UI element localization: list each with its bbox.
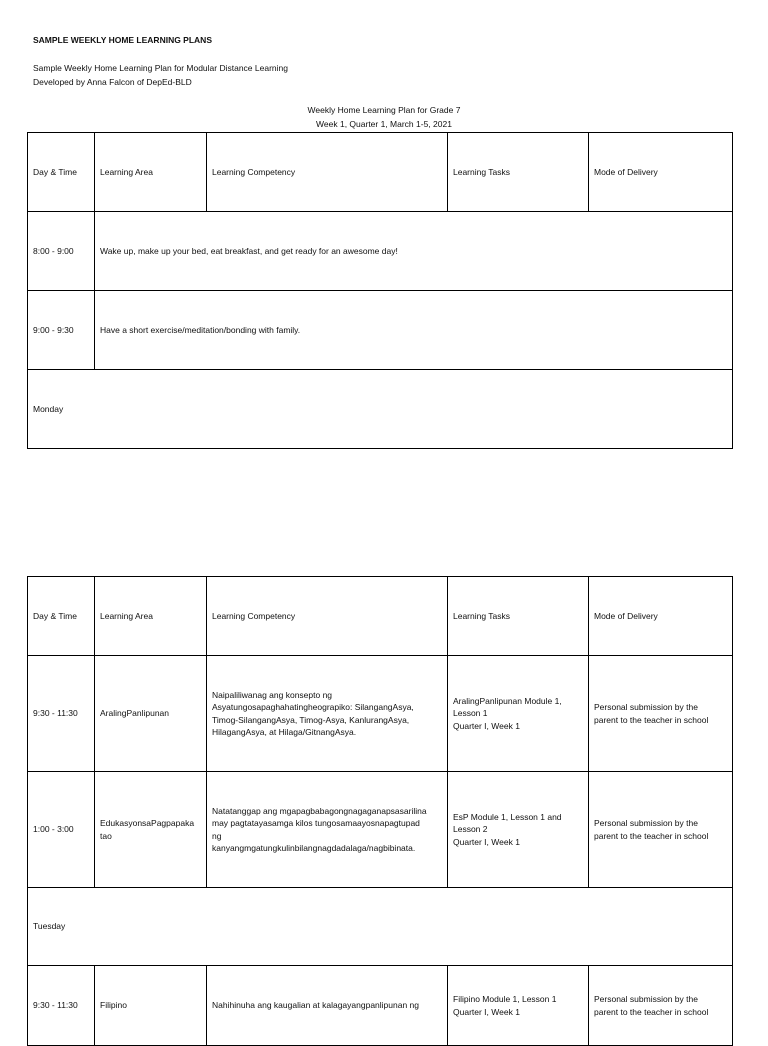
- delivery-cell: [589, 966, 733, 1046]
- area-line: EdukasyonsaPagpapaka: [100, 818, 195, 828]
- competency-line: kanyangmgatungkulinbilangnagdadalaga/nagbibinata.: [212, 843, 416, 853]
- plan-week: Week 1, Quarter 1, March 1-5, 2021: [316, 119, 452, 129]
- table-row: [28, 212, 733, 291]
- competency-cell: [207, 772, 448, 888]
- header-learning-tasks: Learning Tasks: [448, 133, 589, 212]
- header-mode-of-delivery: Mode of Delivery: [589, 577, 733, 656]
- delivery-cell: [589, 772, 733, 888]
- tasks-line: Quarter I, Week 1: [453, 720, 520, 731]
- delivery-cell: [589, 656, 733, 772]
- header-learning-competency: Learning Competency: [207, 133, 448, 212]
- time-cell: 8:00 - 9:00: [28, 212, 95, 291]
- header-learning-competency: Learning Competency: [207, 577, 448, 656]
- activity-cell: Have a short exercise/meditation/bonding with family.: [95, 291, 733, 370]
- tasks-line: AralingPanlipunan Module 1,: [453, 695, 562, 706]
- header-learning-area: Learning Area: [95, 133, 207, 212]
- tasks-cell: [448, 772, 589, 888]
- day-label-monday: Monday: [28, 370, 733, 449]
- delivery-line: parent to the teacher in school: [594, 830, 709, 841]
- competency-line: Timog-SilangangAsya, Timog-Asya, KanlurangAsya,: [212, 714, 410, 725]
- plan-title: Weekly Home Learning Plan for Grade 7: [307, 105, 461, 115]
- tasks-line: Quarter I, Week 1: [453, 836, 520, 847]
- table-row: [28, 291, 733, 370]
- delivery-line: Personal submission by the: [594, 702, 698, 712]
- tasks-cell: [448, 656, 589, 772]
- tasks-line: Lesson 1: [453, 708, 488, 719]
- time-cell: 9:30 - 11:30: [28, 656, 95, 772]
- tasks-line: Lesson 2: [453, 824, 488, 835]
- delivery-line: Personal submission by the: [594, 994, 698, 1004]
- competency-line: Asyatungosapaghahatingheograpiko: SilangangAsya,: [212, 702, 414, 712]
- time-cell: 1:00 - 3:00: [28, 772, 95, 888]
- tasks-line: EsP Module 1, Lesson 1 and: [453, 811, 562, 822]
- table-header-row: [28, 577, 733, 656]
- competency-cell: Nahihinuha ang kaugalian at kalagayangpanlipunan ng: [207, 966, 448, 1046]
- competency-line: may pagtatayasamga kilos tungosamaayosnapagtupad: [212, 818, 420, 828]
- learning-area-cell: [95, 772, 207, 888]
- day-label-tuesday: Tuesday: [28, 888, 733, 966]
- tasks-line: Quarter I, Week 1: [453, 1006, 520, 1017]
- delivery-line: Personal submission by the: [594, 818, 698, 828]
- header-day-time: Day & Time: [28, 133, 95, 212]
- developer-credit: Developed by Anna Falcon of DepEd-BLD: [33, 77, 192, 87]
- header-day-time: Day & Time: [28, 577, 95, 656]
- header-learning-tasks: Learning Tasks: [448, 577, 589, 656]
- day-row: [28, 370, 733, 449]
- competency-line: HilagangAsya, at Hilaga/GitnangAsya.: [212, 727, 357, 737]
- table-row: [28, 772, 733, 888]
- time-cell: 9:00 - 9:30: [28, 291, 95, 370]
- learning-plan-table-tuesday: [27, 576, 733, 1046]
- learning-area-cell: Filipino: [95, 966, 207, 1046]
- day-row: [28, 888, 733, 966]
- delivery-line: parent to the teacher in school: [594, 1006, 709, 1017]
- table-header-row: [28, 133, 733, 212]
- document-subtitle: Sample Weekly Home Learning Plan for Modular Distance Learning: [33, 63, 288, 73]
- delivery-line: parent to the teacher in school: [594, 714, 709, 725]
- document-heading: SAMPLE WEEKLY HOME LEARNING PLANS: [33, 35, 212, 45]
- tasks-cell: [448, 966, 589, 1046]
- learning-area-cell: AralingPanlipunan: [95, 656, 207, 772]
- header-learning-area: Learning Area: [95, 577, 207, 656]
- tasks-line: Filipino Module 1, Lesson 1: [453, 994, 557, 1004]
- table-row: [28, 656, 733, 772]
- competency-line: ng: [212, 830, 222, 841]
- competency-cell: [207, 656, 448, 772]
- table-row: [28, 966, 733, 1046]
- area-line: tao: [100, 830, 112, 841]
- learning-plan-table-monday: [27, 132, 733, 449]
- activity-cell: Wake up, make up your bed, eat breakfast, and get ready for an awesome day!: [95, 212, 733, 291]
- competency-line: Naipaliliwanag ang konsepto ng: [212, 689, 333, 700]
- header-mode-of-delivery: Mode of Delivery: [589, 133, 733, 212]
- competency-line: Natatanggap ang mgapagbabagongnagaganapsasarilina: [212, 805, 427, 816]
- time-cell: 9:30 - 11:30: [28, 966, 95, 1046]
